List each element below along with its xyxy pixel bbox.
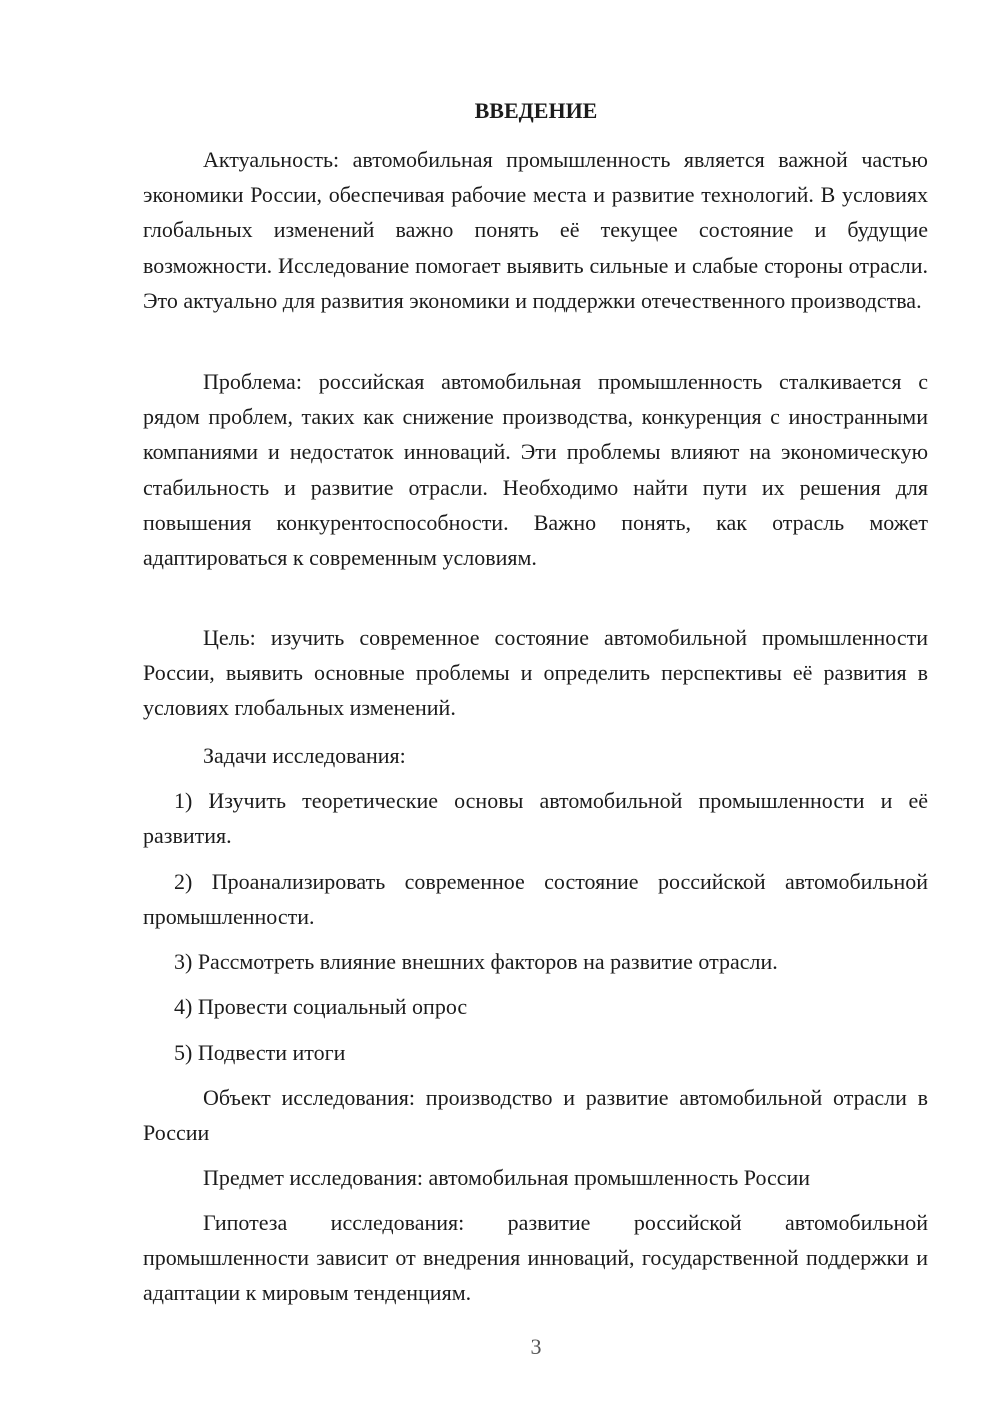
task-item-5: 5) Подвести итоги: [174, 1040, 346, 1065]
task-item-2: 2) Проанализировать современное состояние российской автомобильной промышленности.: [143, 869, 928, 930]
paragraph-subject: Предмет исследования: автомобильная промышленность России: [203, 1165, 811, 1190]
paragraph-tasks-heading: Задачи исследования:: [203, 743, 406, 768]
paragraph-hypothesis: Гипотеза исследования: развитие российской автомобильной промышленности зависит от внедрения инноваций, государственной поддержки и адаптации к мировым тенденциям.: [143, 1210, 928, 1306]
page-number: 3: [530, 1334, 542, 1359]
task-item-1: 1) Изучить теоретические основы автомобильной промышленности и её развития.: [143, 788, 928, 849]
paragraph-relevance: Актуальность: автомобильная промышленность является важной частью экономики России, обеспечивая рабочие места и развитие технологий. В условиях глобальных изменений важно понять её текущее состояние и будущие возможности. Исследование помогает выявить сильные и слабые стороны отрасли. Это актуально для развития экономики и поддержки отечественного производства.: [143, 147, 928, 313]
task-item-3: 3) Рассмотреть влияние внешних факторов на развитие отрасли.: [174, 949, 778, 974]
task-item-4: 4) Провести социальный опрос: [174, 994, 468, 1019]
paragraph-object: Объект исследования: производство и развитие автомобильной отрасли в России: [143, 1085, 928, 1146]
paragraph-problem: Проблема: российская автомобильная промышленность сталкивается с рядом проблем, таких как снижение производства, конкуренция с иностранными компаниями и недостаток инноваций. Эти проблемы влияют на экономическую стабильность и развитие отрасли. Необходимо найти пути их решения для повышения конкурентоспособности. Важно понять, как отрасль может адаптироваться к современным условиям.: [143, 369, 928, 571]
paragraph-goal: Цель: изучить современное состояние автомобильной промышленности России, выявить основные проблемы и определить перспективы её развития в условиях глобальных изменений.: [143, 625, 928, 721]
section-title: ВВЕДЕНИЕ: [474, 98, 598, 123]
